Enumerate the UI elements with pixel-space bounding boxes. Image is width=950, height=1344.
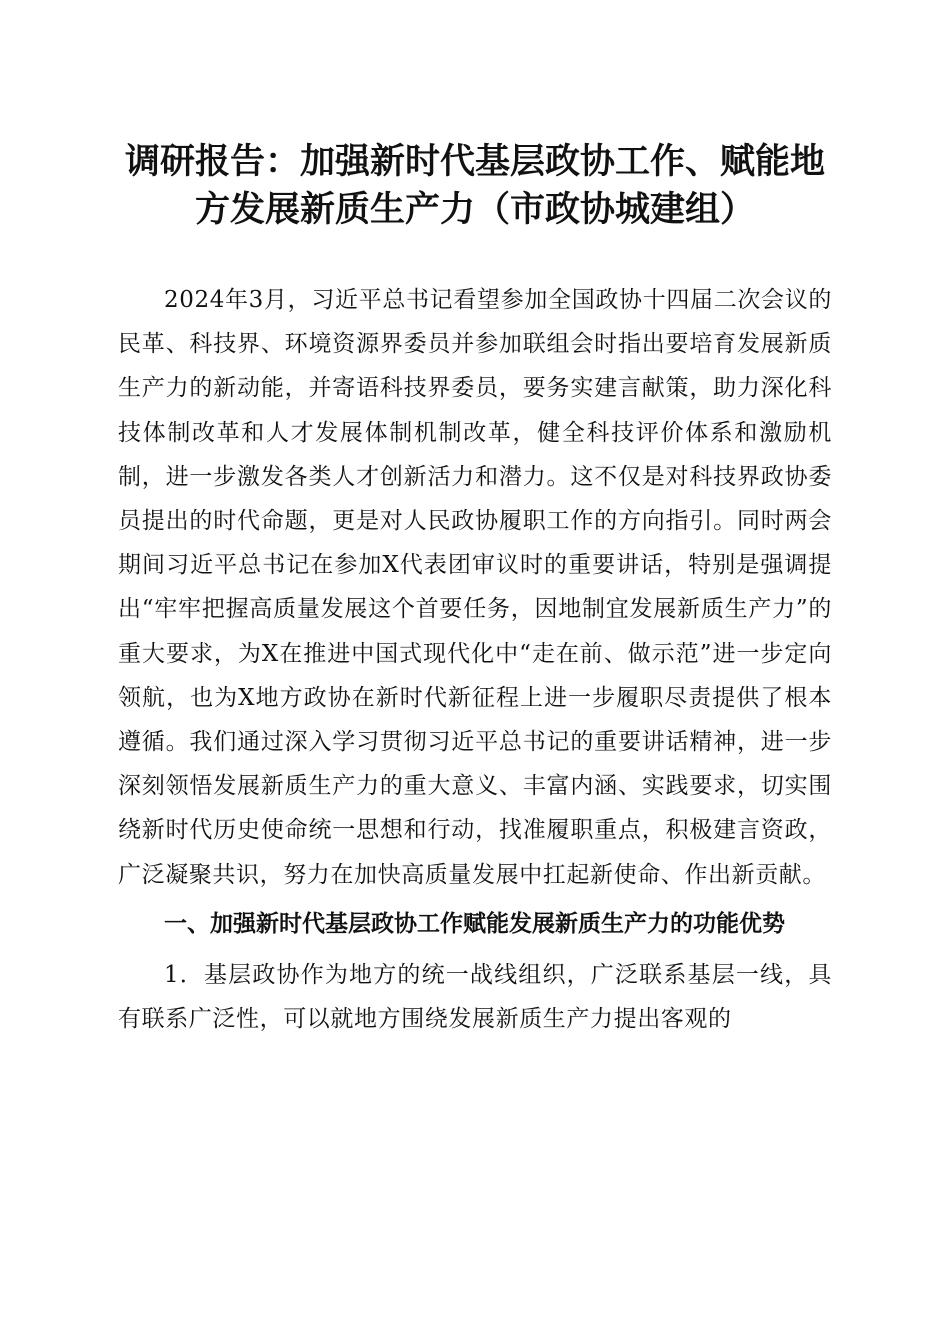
document-body xyxy=(118,278,832,1041)
intro-paragraph: 2024年3月，习近平总书记看望参加全国政协十四届二次会议的民革、科技界、环境资源界委员并参加联组会时指出要培育发展新质生产力的新动能，并寄语科技界委员，要务实建言献策，助力深化科技体制改革和人才发展体制机制改革，健全科技评价体系和激励机制，进一步激发各类人才创新活力和潜力。这不仅是对科技界政协委员提出的时代命题，更是对人民政协履职工作的方向指引。同时两会期间习近平总书记在参加X代表团审议时的重要讲话，特别是强调提出“牢牢把握高质量发展这个首要任务，因地制宜发展新质生产力”的重大要求，为X在推进中国式现代化中“走在前、做示范”进一步定向领航，也为X地方政协在新时代新征程上进一步履职尽责提供了根本遵循。我们通过深入学习贯彻习近平总书记的重要讲话精神，进一步深刻领悟发展新质生产力的重大意义、丰富内涵、实践要求，切实围绕新时代历史使命统一思想和行动，找准履职重点，积极建言资政，广泛凝聚共识，努力在加快高质量发展中扛起新使命、作出新贡献。 xyxy=(118,287,832,888)
section-1-heading: 一、加强新时代基层政协工作赋能发展新质生产力的功能优势 xyxy=(164,910,785,937)
document-title xyxy=(118,138,832,234)
title-line-2: 方发展新质生产力（市政协城建组） xyxy=(194,190,755,230)
point-1-paragraph: 1．基层政协作为地方的统一战线组织，广泛联系基层一线，具有联系广泛性，可以就地方围绕发展新质生产力提出客观的 xyxy=(118,961,832,1033)
title-line-1: 调研报告：加强新时代基层政协工作、赋能地 xyxy=(124,142,825,182)
